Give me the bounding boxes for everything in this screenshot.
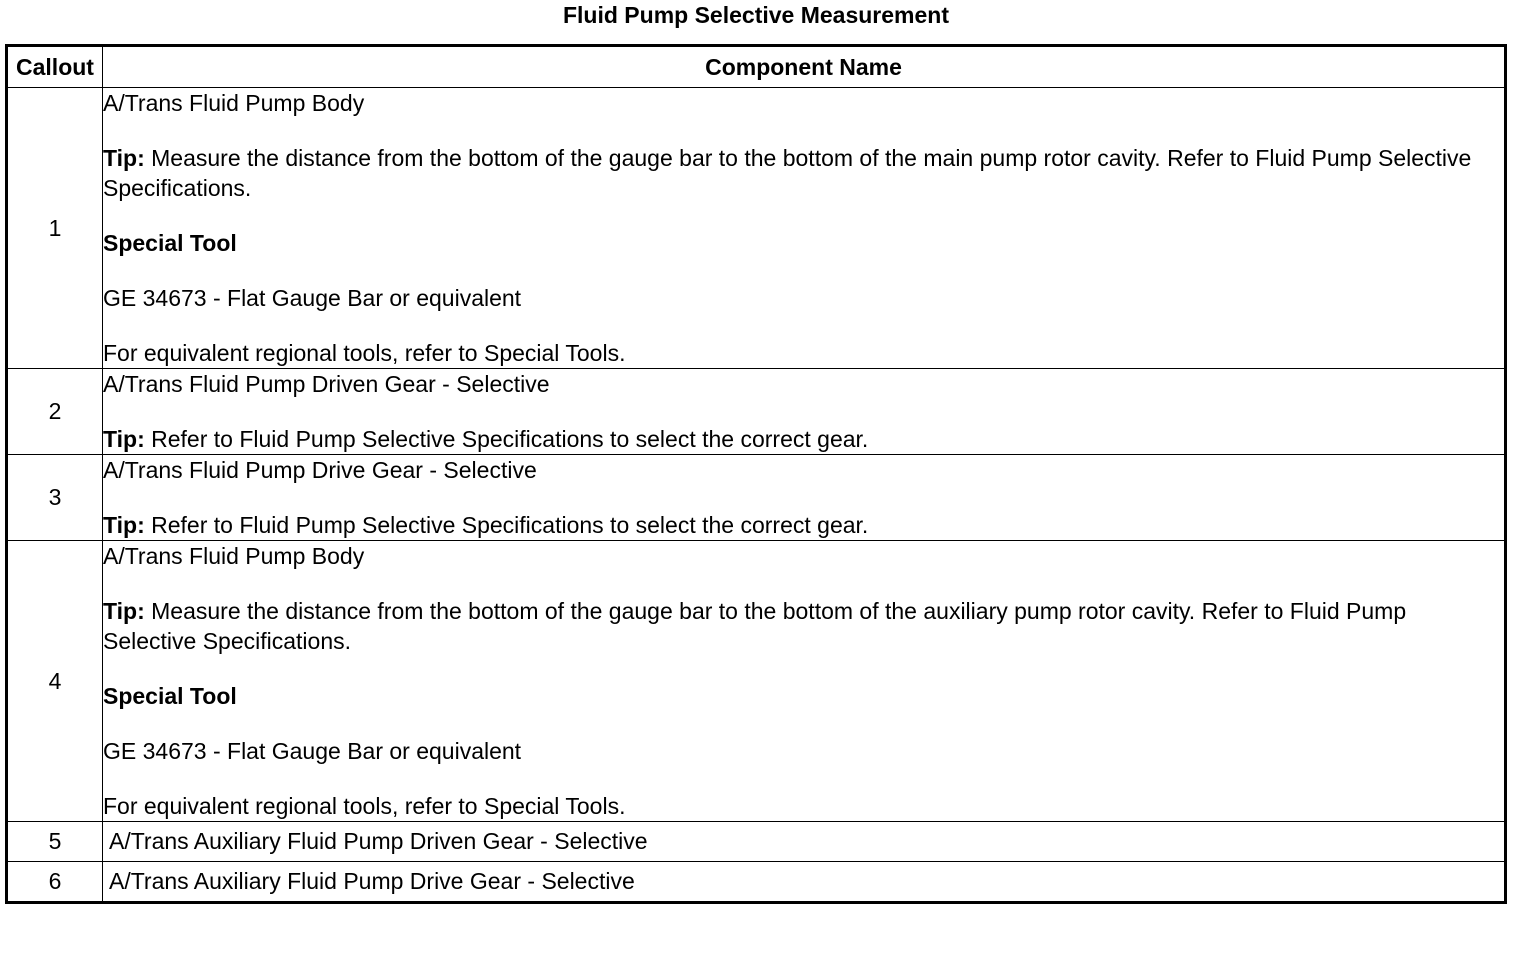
callout-column-header: Callout: [7, 46, 103, 88]
component-cell: [103, 455, 1506, 541]
table-row: [7, 822, 1506, 862]
callout-number: 3: [7, 455, 103, 541]
component-name: A/Trans Fluid Pump Driven Gear - Selective: [103, 371, 550, 397]
regional-tools-note: For equivalent regional tools, refer to Special Tools.: [103, 340, 626, 366]
component-name: A/Trans Fluid Pump Drive Gear - Selective: [103, 457, 537, 483]
table-row: [7, 455, 1506, 541]
tip-label: Tip:: [103, 145, 145, 171]
callout-number: 2: [7, 369, 103, 455]
table-header-row: [7, 46, 1506, 88]
tip-label: Tip:: [103, 512, 145, 538]
table-row: [7, 88, 1506, 369]
component-cell: [103, 541, 1506, 822]
component-name: A/Trans Auxiliary Fluid Pump Drive Gear - Selective: [103, 862, 1506, 903]
tip: [103, 596, 1504, 656]
tip: [103, 424, 1504, 454]
component-name: A/Trans Fluid Pump Body: [103, 543, 365, 569]
tool-name: GE 34673 - Flat Gauge Bar or equivalent: [103, 738, 522, 764]
callout-number: 6: [7, 862, 103, 903]
page-title: Fluid Pump Selective Measurement: [562, 2, 949, 28]
component-table: [5, 44, 1507, 904]
regional-tools-note: For equivalent regional tools, refer to Special Tools.: [103, 793, 626, 819]
table-row: [7, 369, 1506, 455]
tool-name: GE 34673 - Flat Gauge Bar or equivalent: [103, 285, 522, 311]
callout-number: 1: [7, 88, 103, 369]
tip: [103, 510, 1504, 540]
special-tool-heading: Special Tool: [103, 230, 237, 256]
component-cell: [103, 88, 1506, 369]
component-name: A/Trans Auxiliary Fluid Pump Driven Gear - Selective: [103, 822, 1506, 862]
tip-text: Refer to Fluid Pump Selective Specifications to select the correct gear.: [144, 426, 869, 452]
table-row: [7, 862, 1506, 903]
callout-number: 4: [7, 541, 103, 822]
component-name-column-header: Component Name: [103, 46, 1506, 88]
tip-label: Tip:: [103, 598, 145, 624]
special-tool-heading: Special Tool: [103, 683, 237, 709]
tip-text: Measure the distance from the bottom of the gauge bar to the bottom of the auxiliary pump rotor cavity. Refer to Fluid Pump Selective Specifications.: [103, 598, 1407, 654]
component-name: A/Trans Fluid Pump Body: [103, 90, 365, 116]
tip-text: Refer to Fluid Pump Selective Specifications to select the correct gear.: [144, 512, 869, 538]
tip-label: Tip:: [103, 426, 145, 452]
tip-text: Measure the distance from the bottom of the gauge bar to the bottom of the main pump rotor cavity. Refer to Fluid Pump Selective Specifications.: [103, 145, 1472, 201]
callout-number: 5: [7, 822, 103, 862]
tip: [103, 143, 1504, 203]
table-row: [7, 541, 1506, 822]
component-cell: [103, 369, 1506, 455]
